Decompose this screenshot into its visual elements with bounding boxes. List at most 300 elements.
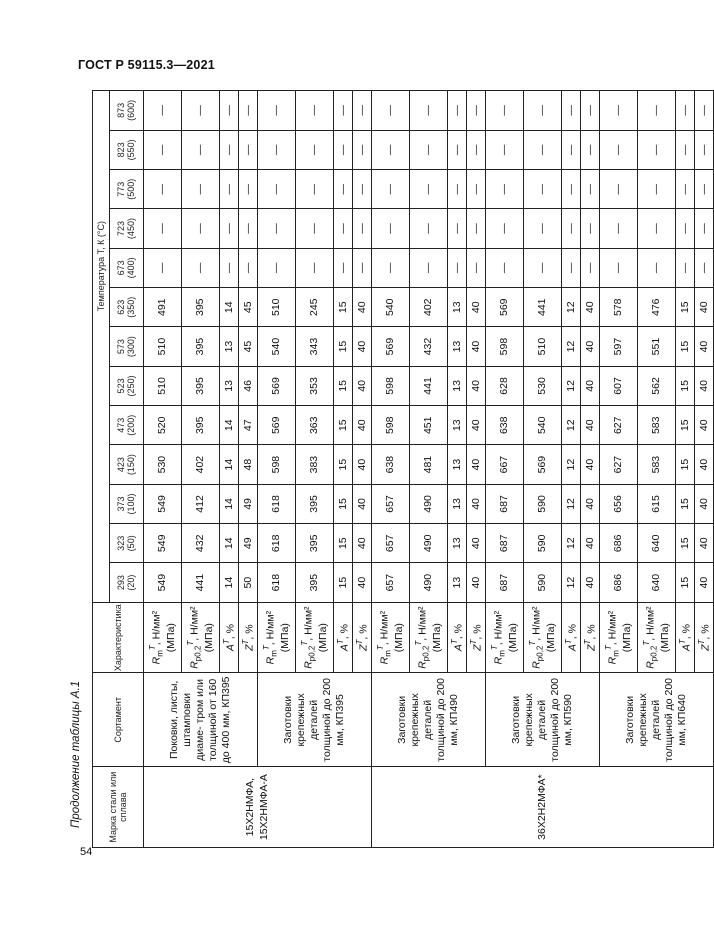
characteristic-cell: $Z^T$, %: [581, 602, 600, 673]
value-cell: 627: [600, 445, 638, 484]
value-cell: 590: [524, 563, 562, 602]
value-cell: —: [581, 91, 600, 131]
value-cell: 607: [600, 366, 638, 405]
temp-header-8: 673 (400): [110, 248, 144, 287]
value-cell: 583: [638, 445, 676, 484]
value-cell: 50: [239, 563, 258, 602]
value-cell: 627: [600, 406, 638, 445]
value-cell: 40: [581, 524, 600, 563]
properties-table: [92, 90, 714, 848]
value-cell: 14: [220, 484, 239, 523]
value-cell: —: [220, 130, 239, 169]
value-cell: —: [581, 170, 600, 209]
value-cell: 481: [410, 445, 448, 484]
value-cell: 520: [144, 406, 182, 445]
value-cell: 15: [676, 366, 695, 405]
value-cell: 40: [353, 524, 372, 563]
value-cell: —: [296, 130, 334, 169]
value-cell: 13: [448, 288, 467, 327]
characteristic-cell: $Z^T$, %: [695, 602, 714, 673]
value-cell: —: [581, 248, 600, 287]
value-cell: —: [562, 170, 581, 209]
product-cell: Заготовки крепежных деталей толщиной до 200 мм, КП640: [600, 673, 714, 767]
temp-header-12: 873 (600): [110, 91, 144, 131]
value-cell: 598: [372, 366, 410, 405]
product-cell: Заготовки крепежных деталей толщиной до 200 мм, КП590: [486, 673, 600, 767]
value-cell: 40: [581, 406, 600, 445]
value-cell: —: [372, 209, 410, 248]
value-cell: —: [220, 170, 239, 209]
value-cell: —: [562, 91, 581, 131]
value-cell: —: [144, 170, 182, 209]
value-cell: 13: [220, 366, 239, 405]
value-cell: 40: [695, 445, 714, 484]
value-cell: 49: [239, 484, 258, 523]
value-cell: 12: [562, 484, 581, 523]
value-cell: —: [353, 170, 372, 209]
temp-header-6: 573 (300): [110, 327, 144, 366]
value-cell: —: [372, 130, 410, 169]
value-cell: —: [562, 209, 581, 248]
value-cell: 402: [182, 445, 220, 484]
value-cell: —: [353, 130, 372, 169]
value-cell: 13: [448, 366, 467, 405]
value-cell: 40: [467, 445, 486, 484]
value-cell: 569: [372, 327, 410, 366]
value-cell: 540: [524, 406, 562, 445]
value-cell: 510: [524, 327, 562, 366]
value-cell: —: [239, 91, 258, 131]
table-row: [144, 91, 182, 848]
value-cell: 12: [562, 366, 581, 405]
value-cell: 395: [182, 327, 220, 366]
value-cell: 15: [334, 563, 353, 602]
document-header: ГОСТ Р 59115.3—2021: [78, 58, 215, 72]
value-cell: 432: [182, 524, 220, 563]
value-cell: 510: [144, 327, 182, 366]
temp-header-10: 773 (500): [110, 170, 144, 209]
value-cell: —: [353, 91, 372, 131]
value-cell: —: [600, 248, 638, 287]
value-cell: —: [220, 248, 239, 287]
value-cell: 12: [562, 524, 581, 563]
value-cell: —: [600, 170, 638, 209]
value-cell: —: [638, 209, 676, 248]
characteristic-cell: $R_{p0,2}^T$, Н/мм² (МПа): [296, 602, 334, 673]
value-cell: —: [486, 170, 524, 209]
characteristic-cell: $R_{p0,2}^T$, Н/мм² (МПа): [638, 602, 676, 673]
value-cell: —: [467, 130, 486, 169]
characteristic-cell: $Z^T$, %: [353, 602, 372, 673]
value-cell: 549: [144, 484, 182, 523]
value-cell: —: [296, 209, 334, 248]
product-cell: Поковки, листы, штамповки диаме- тром или толщиной от 160 до 400 мм, КП395: [144, 673, 258, 767]
value-cell: —: [182, 130, 220, 169]
value-cell: —: [334, 170, 353, 209]
value-cell: 657: [372, 563, 410, 602]
temp-header-1: 323 (50): [110, 524, 144, 563]
value-cell: 476: [638, 288, 676, 327]
value-cell: 40: [353, 406, 372, 445]
grade-cell: 15Х2НМФА, 15Х2НМФА-А: [144, 767, 372, 848]
value-cell: 412: [182, 484, 220, 523]
value-cell: 569: [486, 288, 524, 327]
value-cell: 618: [258, 484, 296, 523]
value-cell: —: [372, 170, 410, 209]
value-cell: 40: [467, 366, 486, 405]
value-cell: —: [638, 248, 676, 287]
characteristic-cell: $Z^T$, %: [467, 602, 486, 673]
value-cell: —: [676, 170, 695, 209]
value-cell: 540: [372, 288, 410, 327]
value-cell: —: [638, 170, 676, 209]
value-cell: 598: [372, 406, 410, 445]
characteristic-cell: $A^T$, %: [448, 602, 467, 673]
temp-header-0: 293 (20): [110, 563, 144, 602]
value-cell: 40: [695, 327, 714, 366]
value-cell: —: [239, 209, 258, 248]
value-cell: 510: [258, 288, 296, 327]
value-cell: —: [220, 209, 239, 248]
value-cell: —: [182, 209, 220, 248]
value-cell: 490: [410, 563, 448, 602]
characteristic-cell: $R_{p0,2}^T$, Н/мм² (МПа): [410, 602, 448, 673]
value-cell: —: [144, 91, 182, 131]
value-cell: 48: [239, 445, 258, 484]
value-cell: 395: [296, 524, 334, 563]
characteristic-cell: $R_m^T$, Н/мм² (МПа): [600, 602, 638, 673]
product-cell: Заготовки крепежных деталей толщиной до 200 мм, КП490: [372, 673, 486, 767]
value-cell: —: [410, 170, 448, 209]
value-cell: 15: [334, 366, 353, 405]
value-cell: —: [334, 130, 353, 169]
grade-cell: 36Х2Н2МФА*: [372, 767, 714, 848]
characteristic-cell: $R_m^T$, Н/мм² (МПа): [144, 602, 182, 673]
value-cell: 656: [600, 484, 638, 523]
value-cell: —: [353, 209, 372, 248]
value-cell: 47: [239, 406, 258, 445]
value-cell: —: [524, 248, 562, 287]
value-cell: 15: [676, 445, 695, 484]
value-cell: 40: [581, 563, 600, 602]
value-cell: 12: [562, 563, 581, 602]
value-cell: —: [486, 130, 524, 169]
value-cell: 14: [220, 288, 239, 327]
value-cell: —: [524, 130, 562, 169]
value-cell: 14: [220, 563, 239, 602]
value-cell: 12: [562, 327, 581, 366]
value-cell: —: [695, 130, 714, 169]
col-header-grade: Марка стали или сплава: [93, 767, 144, 848]
value-cell: 395: [296, 563, 334, 602]
value-cell: 578: [600, 288, 638, 327]
value-cell: —: [486, 248, 524, 287]
value-cell: —: [524, 170, 562, 209]
value-cell: —: [467, 248, 486, 287]
value-cell: 12: [562, 406, 581, 445]
value-cell: 40: [695, 288, 714, 327]
value-cell: —: [182, 248, 220, 287]
value-cell: 40: [695, 524, 714, 563]
value-cell: —: [353, 248, 372, 287]
value-cell: 13: [448, 563, 467, 602]
value-cell: 530: [144, 445, 182, 484]
value-cell: 40: [467, 327, 486, 366]
value-cell: 40: [695, 366, 714, 405]
value-cell: 432: [410, 327, 448, 366]
value-cell: 13: [448, 524, 467, 563]
value-cell: 640: [638, 563, 676, 602]
value-cell: 40: [353, 484, 372, 523]
value-cell: 40: [695, 563, 714, 602]
value-cell: —: [296, 248, 334, 287]
value-cell: —: [524, 91, 562, 131]
value-cell: 40: [581, 366, 600, 405]
value-cell: —: [448, 130, 467, 169]
characteristic-cell: $R_m^T$, Н/мм² (МПа): [258, 602, 296, 673]
value-cell: 510: [144, 366, 182, 405]
col-header-product: Сортамент: [93, 673, 144, 767]
value-cell: 549: [144, 524, 182, 563]
value-cell: —: [676, 130, 695, 169]
value-cell: 40: [467, 524, 486, 563]
value-cell: 598: [486, 327, 524, 366]
temp-header-5: 523 (250): [110, 366, 144, 405]
value-cell: 15: [676, 406, 695, 445]
table-row: [486, 91, 524, 848]
value-cell: 15: [334, 524, 353, 563]
characteristic-cell: $R_m^T$, Н/мм² (МПа): [486, 602, 524, 673]
value-cell: 15: [676, 563, 695, 602]
value-cell: 40: [581, 288, 600, 327]
value-cell: —: [144, 209, 182, 248]
value-cell: —: [448, 209, 467, 248]
value-cell: 569: [258, 406, 296, 445]
table-row: [372, 91, 410, 848]
temp-header-3: 423 (150): [110, 445, 144, 484]
value-cell: —: [448, 91, 467, 131]
value-cell: —: [410, 91, 448, 131]
value-cell: —: [676, 209, 695, 248]
characteristic-cell: $A^T$, %: [220, 602, 239, 673]
value-cell: 597: [600, 327, 638, 366]
value-cell: 395: [182, 406, 220, 445]
value-cell: —: [258, 248, 296, 287]
characteristic-cell: $A^T$, %: [334, 602, 353, 673]
value-cell: 40: [467, 406, 486, 445]
value-cell: —: [638, 130, 676, 169]
characteristic-cell: $R_{p0,2}^T$, Н/мм² (МПа): [524, 602, 562, 673]
value-cell: —: [410, 130, 448, 169]
value-cell: —: [334, 209, 353, 248]
value-cell: —: [486, 209, 524, 248]
value-cell: —: [467, 170, 486, 209]
value-cell: —: [600, 209, 638, 248]
temp-header-7: 623 (350): [110, 288, 144, 327]
value-cell: 562: [638, 366, 676, 405]
value-cell: —: [410, 248, 448, 287]
value-cell: 14: [220, 524, 239, 563]
value-cell: 549: [144, 563, 182, 602]
value-cell: 40: [467, 484, 486, 523]
value-cell: 441: [524, 288, 562, 327]
value-cell: —: [448, 248, 467, 287]
col-header-characteristic: Характеристика: [93, 602, 144, 673]
value-cell: 14: [220, 406, 239, 445]
value-cell: 45: [239, 288, 258, 327]
value-cell: —: [676, 248, 695, 287]
value-cell: 15: [676, 288, 695, 327]
value-cell: 13: [448, 327, 467, 366]
value-cell: —: [524, 209, 562, 248]
characteristic-cell: $Z^T$, %: [239, 602, 258, 673]
value-cell: 441: [410, 366, 448, 405]
value-cell: 13: [448, 406, 467, 445]
value-cell: 15: [676, 484, 695, 523]
value-cell: 640: [638, 524, 676, 563]
value-cell: —: [144, 130, 182, 169]
value-cell: —: [334, 248, 353, 287]
value-cell: —: [410, 209, 448, 248]
value-cell: —: [581, 209, 600, 248]
value-cell: 12: [562, 445, 581, 484]
value-cell: 40: [581, 484, 600, 523]
page-number: 54: [80, 846, 93, 858]
value-cell: 40: [353, 288, 372, 327]
value-cell: 395: [182, 366, 220, 405]
value-cell: 615: [638, 484, 676, 523]
value-cell: —: [638, 91, 676, 131]
value-cell: 13: [448, 484, 467, 523]
value-cell: 657: [372, 524, 410, 563]
value-cell: —: [562, 248, 581, 287]
value-cell: 14: [220, 445, 239, 484]
value-cell: 13: [448, 445, 467, 484]
value-cell: —: [144, 248, 182, 287]
value-cell: 40: [353, 327, 372, 366]
value-cell: 46: [239, 366, 258, 405]
value-cell: —: [467, 209, 486, 248]
value-cell: 245: [296, 288, 334, 327]
value-cell: 402: [410, 288, 448, 327]
value-cell: 40: [353, 366, 372, 405]
value-cell: 40: [467, 288, 486, 327]
value-cell: 583: [638, 406, 676, 445]
value-cell: 569: [258, 366, 296, 405]
value-cell: —: [695, 91, 714, 131]
value-cell: 687: [486, 563, 524, 602]
characteristic-cell: $A^T$, %: [562, 602, 581, 673]
value-cell: —: [695, 248, 714, 287]
value-cell: —: [220, 91, 239, 131]
value-cell: 15: [334, 288, 353, 327]
value-cell: 628: [486, 366, 524, 405]
value-cell: 15: [676, 524, 695, 563]
value-cell: 15: [676, 327, 695, 366]
value-cell: —: [676, 91, 695, 131]
value-cell: 15: [334, 445, 353, 484]
value-cell: —: [258, 130, 296, 169]
table-row: [600, 91, 638, 848]
value-cell: 49: [239, 524, 258, 563]
value-cell: 686: [600, 563, 638, 602]
value-cell: 490: [410, 524, 448, 563]
temp-header-2: 373 (100): [110, 484, 144, 523]
value-cell: —: [467, 91, 486, 131]
value-cell: 15: [334, 406, 353, 445]
temp-header-9: 723 (450): [110, 209, 144, 248]
value-cell: 490: [410, 484, 448, 523]
value-cell: —: [182, 91, 220, 131]
value-cell: 540: [258, 327, 296, 366]
value-cell: 40: [695, 406, 714, 445]
value-cell: —: [486, 91, 524, 131]
value-cell: 686: [600, 524, 638, 563]
value-cell: 638: [486, 406, 524, 445]
value-cell: —: [372, 248, 410, 287]
value-cell: 598: [258, 445, 296, 484]
value-cell: 590: [524, 524, 562, 563]
value-cell: 491: [144, 288, 182, 327]
value-cell: 13: [220, 327, 239, 366]
value-cell: 363: [296, 406, 334, 445]
value-cell: 441: [182, 563, 220, 602]
value-cell: 40: [467, 563, 486, 602]
value-cell: —: [239, 248, 258, 287]
value-cell: —: [581, 130, 600, 169]
value-cell: 343: [296, 327, 334, 366]
characteristic-cell: $A^T$, %: [676, 602, 695, 673]
value-cell: 618: [258, 524, 296, 563]
table-row: [258, 91, 296, 848]
value-cell: 353: [296, 366, 334, 405]
col-header-temperature: Температура T, К (°C): [93, 91, 110, 603]
value-cell: —: [258, 170, 296, 209]
value-cell: —: [372, 91, 410, 131]
value-cell: 395: [296, 484, 334, 523]
value-cell: 687: [486, 484, 524, 523]
value-cell: —: [600, 91, 638, 131]
value-cell: 40: [353, 563, 372, 602]
value-cell: —: [448, 170, 467, 209]
rotated-table-area: [92, 90, 712, 848]
value-cell: 638: [372, 445, 410, 484]
value-cell: —: [182, 170, 220, 209]
value-cell: 590: [524, 484, 562, 523]
value-cell: 569: [524, 445, 562, 484]
value-cell: —: [296, 91, 334, 131]
value-cell: —: [239, 170, 258, 209]
value-cell: —: [258, 209, 296, 248]
value-cell: 40: [695, 484, 714, 523]
value-cell: —: [562, 130, 581, 169]
characteristic-cell: $R_{p0,2}^T$, Н/мм² (МПа): [182, 602, 220, 673]
value-cell: 12: [562, 288, 581, 327]
value-cell: —: [239, 130, 258, 169]
product-cell: Заготовки крепежных деталей толщиной до 200 мм, КП395: [258, 673, 372, 767]
value-cell: 667: [486, 445, 524, 484]
value-cell: 657: [372, 484, 410, 523]
value-cell: 383: [296, 445, 334, 484]
value-cell: 618: [258, 563, 296, 602]
value-cell: 395: [182, 288, 220, 327]
table-continuation-label: Продолжение таблицы А.1: [70, 680, 82, 828]
value-cell: 530: [524, 366, 562, 405]
characteristic-cell: $R_m^T$, Н/мм² (МПа): [372, 602, 410, 673]
temp-header-11: 823 (550): [110, 130, 144, 169]
value-cell: 45: [239, 327, 258, 366]
value-cell: 15: [334, 484, 353, 523]
